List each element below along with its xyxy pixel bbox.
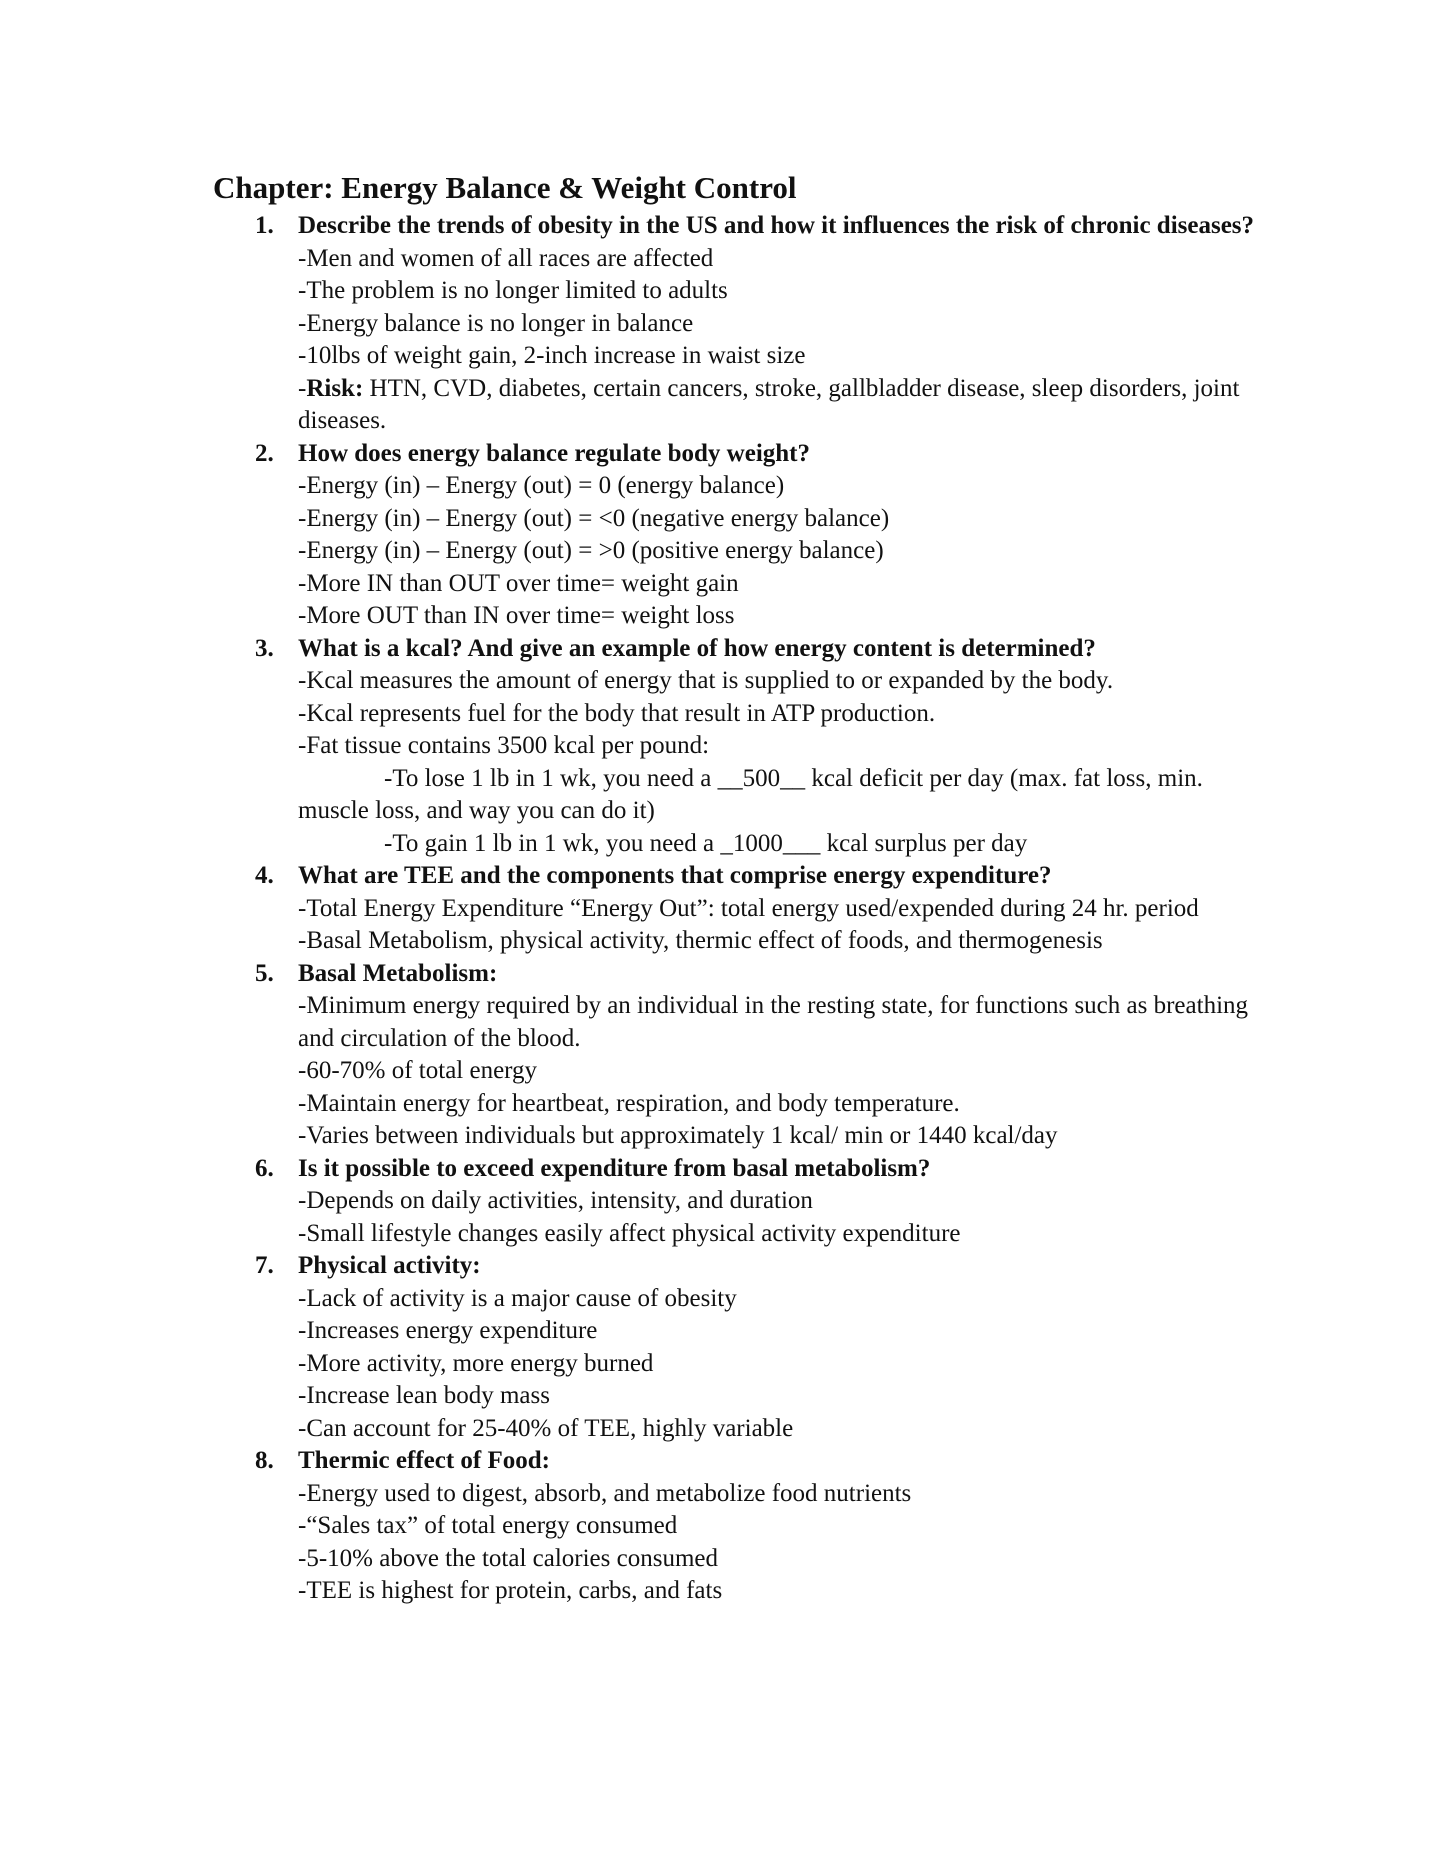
risk-label: Risk: bbox=[306, 374, 364, 402]
sub-answer-line: -To gain 1 lb in 1 wk, you need a _1000___ kcal surplus per day bbox=[384, 829, 1028, 857]
question-item-8 bbox=[0, 1445, 1258, 1608]
risk-text: HTN, CVD, diabetes, certain cancers, stroke, gallbladder disease, sleep disorders, joint diseases. bbox=[298, 374, 1240, 434]
question-text: What is a kcal? And give an example of how energy content is determined? bbox=[298, 634, 1096, 662]
question-text: What are TEE and the components that comprise energy expenditure? bbox=[298, 862, 1052, 889]
answer-line: -Lack of activity is a major cause of obesity bbox=[298, 1284, 737, 1312]
answer-line: -Energy (in) – Energy (out) = >0 (positive energy balance) bbox=[298, 537, 884, 564]
answer-line: -Small lifestyle changes easily affect physical activity expenditure bbox=[298, 1219, 961, 1247]
answer-line: -Energy used to digest, absorb, and metabolize food nutrients bbox=[298, 1479, 912, 1507]
question-item-4 bbox=[0, 860, 1258, 958]
question-item-2 bbox=[0, 438, 1258, 633]
question-item-5 bbox=[0, 958, 1258, 1153]
question-text: How does energy balance regulate body weight? bbox=[298, 439, 811, 467]
answer-line: -Maintain energy for heartbeat, respiration, and body temperature. bbox=[298, 1089, 960, 1117]
answer-line: -Increase lean body mass bbox=[298, 1382, 550, 1409]
answer-line: -“Sales tax” of total energy consumed bbox=[298, 1512, 678, 1539]
sub-answer-line: -To lose 1 lb in 1 wk, you need a __500__ kcal deficit per day (max. fat loss, min. muscle loss, and way you can do it) bbox=[298, 764, 1203, 824]
question-list bbox=[0, 210, 1456, 1608]
answer-line: -More OUT than IN over time= weight loss bbox=[298, 602, 735, 629]
question-number: 1. bbox=[255, 212, 274, 239]
answer-line: -More activity, more energy burned bbox=[298, 1349, 654, 1377]
chapter-title: Chapter: Energy Balance & Weight Control bbox=[213, 170, 797, 205]
question-number: 4. bbox=[255, 862, 274, 889]
question-number: 6. bbox=[255, 1154, 274, 1182]
risk-prefix: - bbox=[298, 374, 307, 402]
answer-line: -Can account for 25-40% of TEE, highly variable bbox=[298, 1414, 794, 1442]
answer-line: -Men and women of all races are affected bbox=[298, 244, 714, 272]
question-number: 8. bbox=[255, 1447, 274, 1474]
answer-line: -Kcal measures the amount of energy that is supplied to or expanded by the body. bbox=[298, 667, 1114, 694]
question-number: 2. bbox=[255, 439, 274, 467]
answer-line: -Depends on daily activities, intensity, and duration bbox=[298, 1187, 813, 1214]
question-text: Basal Metabolism: bbox=[298, 959, 498, 987]
answer-line: -Minimum energy required by an individual in the resting state, for functions such as breathing and circulation of the blood. bbox=[298, 992, 1249, 1052]
answer-line: -Fat tissue contains 3500 kcal per pound: bbox=[298, 732, 710, 759]
question-text: Physical activity: bbox=[298, 1252, 481, 1279]
answer-line: -10lbs of weight gain, 2-inch increase in waist size bbox=[298, 342, 806, 369]
risk-line bbox=[298, 373, 1258, 438]
question-text: Thermic effect of Food: bbox=[298, 1447, 550, 1474]
answer-line: -Increases energy expenditure bbox=[298, 1317, 598, 1344]
answer-line: -More IN than OUT over time= weight gain bbox=[298, 569, 739, 597]
question-item-3 bbox=[0, 633, 1258, 861]
answer-line: -5-10% above the total calories consumed bbox=[298, 1544, 718, 1572]
question-text: Describe the trends of obesity in the US and how it influences the risk of chronic diseases? bbox=[298, 212, 1255, 239]
answer-line: -Kcal represents fuel for the body that result in ATP production. bbox=[298, 699, 936, 727]
answer-line: -The problem is no longer limited to adults bbox=[298, 277, 728, 304]
answer-line: -Total Energy Expenditure “Energy Out”: total energy used/expended during 24 hr. period bbox=[298, 894, 1199, 922]
answer-line: -Energy (in) – Energy (out) = 0 (energy balance) bbox=[298, 472, 785, 499]
answer-line: -60-70% of total energy bbox=[298, 1057, 538, 1084]
question-text: Is it possible to exceed expenditure from basal metabolism? bbox=[298, 1154, 931, 1182]
answer-line: -Basal Metabolism, physical activity, thermic effect of foods, and thermogenesis bbox=[298, 927, 1103, 954]
answer-line: -Varies between individuals but approximately 1 kcal/ min or 1440 kcal/day bbox=[298, 1122, 1058, 1149]
answer-line: -Energy (in) – Energy (out) = <0 (negative energy balance) bbox=[298, 504, 890, 532]
question-number: 5. bbox=[255, 959, 274, 987]
answer-line: -TEE is highest for protein, carbs, and fats bbox=[298, 1577, 723, 1604]
answer-line: -Energy balance is no longer in balance bbox=[298, 309, 694, 337]
question-item-1 bbox=[0, 210, 1258, 438]
question-item-6 bbox=[0, 1153, 1258, 1251]
question-number: 7. bbox=[255, 1252, 274, 1279]
question-number: 3. bbox=[255, 634, 274, 662]
question-item-7 bbox=[0, 1250, 1258, 1445]
